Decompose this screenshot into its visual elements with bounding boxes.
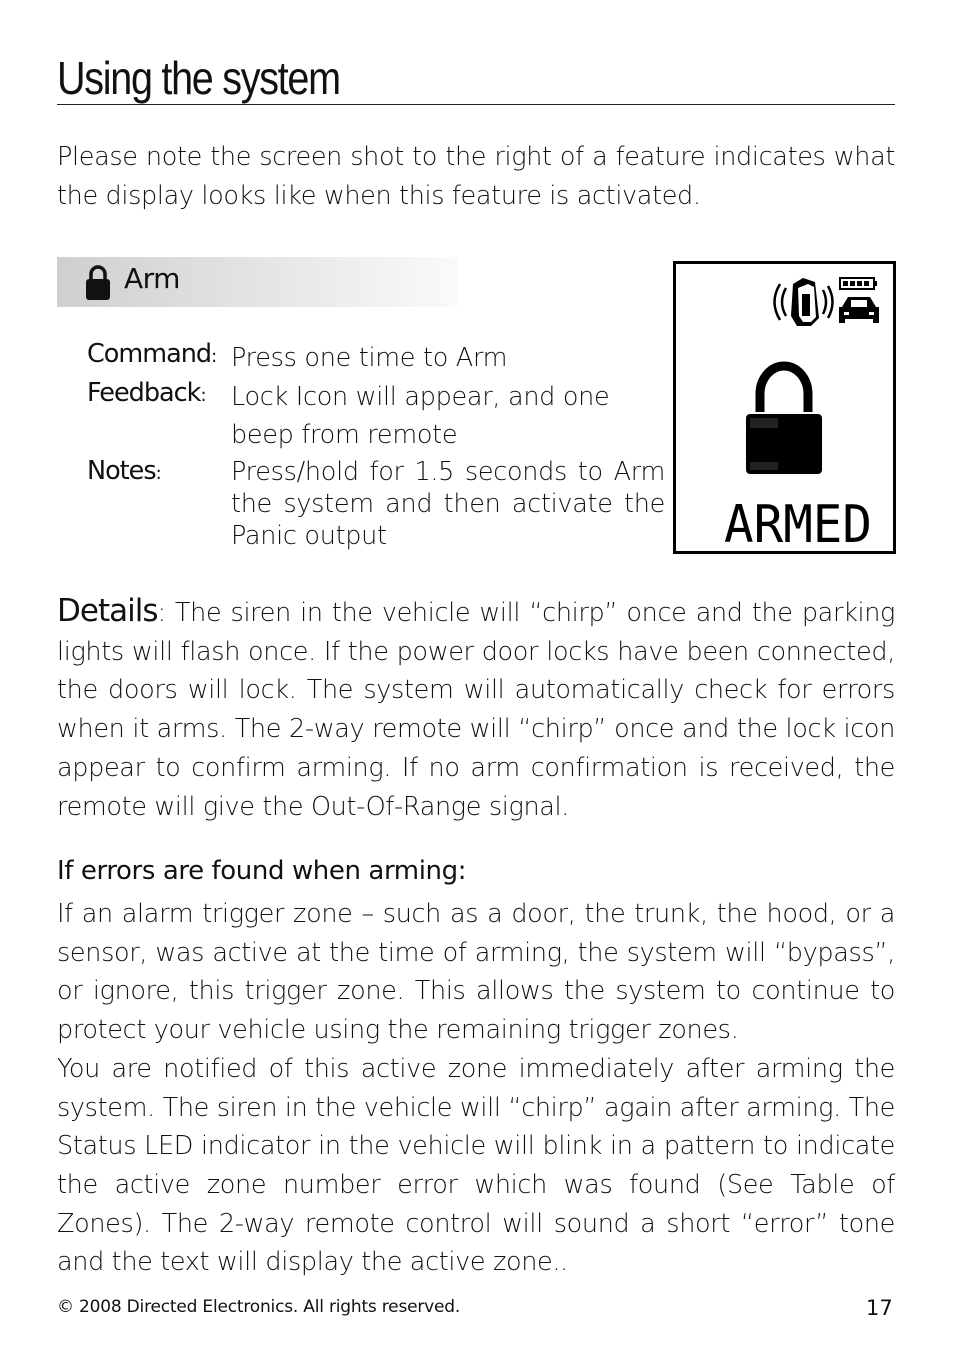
section-header-arm	[57, 257, 457, 307]
details-lead: Details	[57, 593, 158, 629]
details-paragraph	[57, 592, 895, 826]
details-text: : The siren in the vehicle will “chirp” once and the parking lights will flash once. If the power door locks have been connected, the doors will lock. The system will automatically check for errors when it arms. The 2-way remote will “chirp” once and the lock icon appear to confirm arming. If no arm confirmation is received, the remote will give the Out-Of-Range signal.	[57, 598, 895, 822]
remote-screen-illustration	[673, 261, 896, 554]
errors-paragraph-2: You are notified of this active zone immediately after arming the system. The siren in the vehicle will “chirp” again after arming. The Status LED indicator in the vehicle will blink in a pattern to indicate the active zone number error which was found (See Table of Zones). The 2-way remote control will sound a short “error” tone and the text will display the active zone..	[57, 1053, 895, 1278]
remote-screen-graphic	[676, 264, 893, 551]
screen-display-text: ARMED	[724, 495, 872, 551]
lock-icon	[84, 264, 112, 300]
remote-fob-icon	[791, 278, 819, 326]
errors-paragraph-1: If an alarm trigger zone – such as a door, the trunk, the hood, or a sensor, was active at the time of arming, the system will “bypass”, or ignore, this trigger zone. This allows the system to continue to protect your vehicle using the remaining trigger zones.	[57, 899, 895, 1046]
definition-term: Notes:	[87, 456, 161, 486]
definition-value: Lock Icon will appear, and one beep from remote	[231, 382, 610, 450]
page-number: 17	[866, 1296, 893, 1320]
definition-value: Press/hold for 1.5 seconds to Arm the system and then activate the Panic output	[231, 457, 665, 551]
errors-heading: If errors are found when arming:	[57, 856, 467, 886]
page-title	[57, 52, 895, 105]
definition-value: Press one time to Arm	[231, 343, 508, 373]
definition-term: Feedback:	[87, 378, 206, 408]
battery-icon	[840, 278, 877, 289]
footer-copyright: © 2008 Directed Electronics. All rights reserved.	[57, 1297, 461, 1317]
page-title-text: Using the system	[57, 52, 340, 104]
padlock-icon	[746, 366, 822, 474]
definition-term: Command:	[87, 339, 217, 369]
intro-paragraph: Please note the screen shot to the right of a feature indicates what the display looks like when this feature is activated.	[57, 142, 895, 211]
errors-body	[57, 895, 895, 1282]
section-label: Arm	[124, 262, 180, 295]
car-icon	[839, 297, 879, 323]
